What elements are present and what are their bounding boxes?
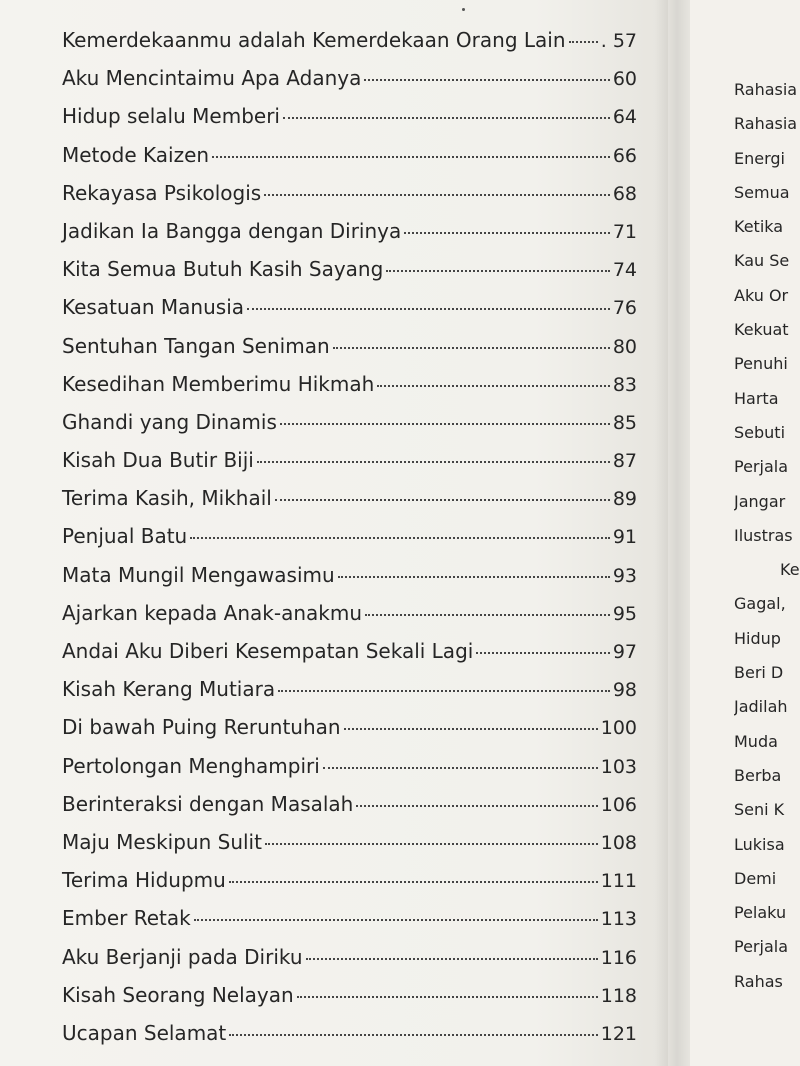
toc-entry-page: 64 <box>612 106 637 129</box>
toc-entry-page: 60 <box>612 68 637 91</box>
table-of-contents-right <box>734 78 800 1004</box>
toc-entry <box>62 601 637 639</box>
dot-leader <box>264 194 610 196</box>
dot-leader <box>323 767 598 769</box>
toc-entry-page: 100 <box>600 717 637 740</box>
toc-entry-partial: Perjala <box>734 457 788 477</box>
toc-entry-title: Terima Hidupmu <box>62 868 226 893</box>
toc-entry <box>62 257 637 295</box>
toc-entry-partial: Lukisa <box>734 834 785 854</box>
toc-entry-partial: Muda <box>734 731 778 751</box>
toc-entry-title: Berinteraksi dengan Masalah <box>62 791 354 816</box>
toc-entry <box>62 792 637 830</box>
print-speck <box>462 8 465 11</box>
toc-entry-page: 93 <box>612 564 637 587</box>
toc-entry-page: 106 <box>600 793 637 816</box>
toc-entry-page: 85 <box>612 411 637 434</box>
toc-entry-partial: Aku Or <box>734 285 789 305</box>
dot-leader <box>377 385 610 387</box>
dot-leader <box>356 805 597 807</box>
toc-entry-title: Ghandi yang Dinamis <box>62 409 277 434</box>
toc-entry-title: Ajarkan kepada Anak-anakmu <box>62 600 363 625</box>
toc-entry-partial: Ketika <box>734 217 784 237</box>
toc-entry <box>62 868 637 906</box>
dot-leader <box>190 537 610 539</box>
toc-entry-partial: Berba <box>734 765 782 785</box>
toc-entry-title: Di bawah Puing Reruntuhan <box>62 715 341 740</box>
toc-entry-title: Andai Aku Diberi Kesempatan Sekali Lagi <box>62 639 474 663</box>
toc-entry <box>62 830 637 868</box>
toc-entry-partial: Rahas <box>734 971 783 991</box>
toc-entry-page: 66 <box>612 144 637 167</box>
toc-entry-page: 95 <box>612 602 637 625</box>
dot-leader <box>283 117 610 119</box>
dot-leader <box>212 156 610 158</box>
dot-leader <box>257 461 610 463</box>
dot-leader <box>275 499 610 501</box>
dot-leader <box>278 690 610 692</box>
toc-entry <box>62 448 637 486</box>
toc-entry-partial: Sebuti <box>734 422 786 442</box>
dot-leader <box>194 919 598 921</box>
toc-entry <box>62 181 637 219</box>
toc-entry-title: Aku Berjanji pada Diriku <box>62 944 303 969</box>
toc-entry <box>62 334 637 372</box>
toc-entry-partial: Kau Se <box>734 251 790 271</box>
toc-entry <box>62 295 637 333</box>
table-of-contents-left <box>62 28 637 1059</box>
toc-entry-partial: Kekuat <box>734 320 789 340</box>
toc-entry-partial: Perjala <box>734 937 788 957</box>
toc-entry-title: Kesatuan Manusia <box>62 295 245 320</box>
toc-entry-partial: Harta <box>734 388 779 408</box>
toc-entry-partial: Seni K <box>734 800 785 820</box>
toc-entry-title: Kita Semua Butuh Kasih Sayang <box>62 257 384 282</box>
dot-leader <box>333 347 610 349</box>
toc-entry <box>62 410 637 448</box>
dot-leader <box>280 423 610 425</box>
toc-entry-page: 71 <box>612 220 637 243</box>
toc-entry-partial: Penuhi <box>734 354 788 374</box>
dot-leader <box>229 881 598 883</box>
dot-leader <box>338 576 610 578</box>
toc-entry-partial: Pelaku <box>734 903 787 923</box>
toc-entry-page: 83 <box>612 373 637 396</box>
dot-leader <box>365 614 610 616</box>
dot-leader <box>569 41 598 43</box>
toc-entry-title: Metode Kaizen <box>62 142 210 167</box>
toc-entry-page: 76 <box>612 297 637 320</box>
dot-leader <box>229 1034 597 1036</box>
toc-entry-page: 103 <box>600 755 637 778</box>
toc-entry-partial: Energi <box>734 148 785 168</box>
toc-entry-title: Mata Mungil Mengawasimu <box>62 562 335 587</box>
toc-entry-partial: Rahasia <box>734 114 798 134</box>
toc-entry-page: . 57 <box>600 30 637 52</box>
toc-entry <box>62 486 637 524</box>
toc-entry <box>62 983 637 1021</box>
toc-entry-partial: Beri D <box>734 663 784 683</box>
dot-leader <box>344 728 598 730</box>
toc-entry-title: Kisah Kerang Mutiara <box>62 677 276 702</box>
dot-leader <box>364 79 609 81</box>
dot-leader <box>265 843 598 845</box>
toc-entry-title: Jadikan Ia Bangga dengan Dirinya <box>62 218 402 243</box>
toc-entry-page: 116 <box>600 946 637 969</box>
toc-entry-page: 89 <box>612 488 637 511</box>
toc-entry <box>62 715 637 753</box>
toc-entry-partial: Jadilah <box>734 697 788 717</box>
toc-entry-partial: Ilustras <box>734 525 793 545</box>
toc-entry-partial: Semua <box>734 182 790 202</box>
toc-entry-partial: Gagal, <box>734 594 786 614</box>
toc-entry-title: Kisah Dua Butir Biji <box>62 448 254 473</box>
toc-entry <box>62 754 637 792</box>
toc-entry-title: Aku Mencintaimu Apa Adanya <box>62 66 362 91</box>
toc-entry-title: Maju Meskipun Sulit <box>62 829 262 854</box>
toc-entry-page: 68 <box>612 182 637 205</box>
toc-entry-partial: Hidup <box>734 628 781 648</box>
toc-entry <box>62 677 637 715</box>
dot-leader <box>476 652 609 654</box>
toc-entry-title: Rekayasa Psikologis <box>62 180 262 205</box>
toc-entry <box>62 639 637 677</box>
toc-entry <box>62 143 637 181</box>
toc-entry-title: Kisah Seorang Nelayan <box>62 982 294 1007</box>
toc-entry-partial: Jangar <box>734 491 786 511</box>
toc-entry-page: 91 <box>612 526 637 549</box>
toc-entry <box>62 563 637 601</box>
toc-entry-title: Terima Kasih, Mikhail <box>62 486 272 511</box>
book-gutter <box>655 0 695 1066</box>
toc-entry-title: Kemerdekaanmu adalah Kemerdekaan Orang Lain <box>62 28 566 52</box>
toc-entry-page: 118 <box>600 984 637 1007</box>
toc-entry-page: 87 <box>612 450 637 473</box>
toc-entry <box>62 945 637 983</box>
toc-entry-title: Sentuhan Tangan Seniman <box>62 333 330 358</box>
toc-entry-page: 97 <box>612 641 637 663</box>
toc-entry <box>62 524 637 562</box>
dot-leader <box>386 270 610 272</box>
dot-leader <box>306 958 598 960</box>
toc-entry-partial: Ke <box>780 560 800 580</box>
toc-entry-page: 98 <box>612 679 637 702</box>
toc-entry <box>62 1021 637 1059</box>
toc-entry-page: 80 <box>612 335 637 358</box>
toc-entry-page: 108 <box>600 831 637 854</box>
dot-leader <box>247 308 610 310</box>
toc-entry-title: Kesedihan Memberimu Hikmah <box>62 371 375 396</box>
toc-entry-title: Ember Retak <box>62 906 191 931</box>
toc-entry-page: 74 <box>612 259 637 282</box>
toc-entry <box>62 28 637 66</box>
toc-entry-page: 111 <box>600 870 637 893</box>
toc-entry-title: Penjual Batu <box>62 524 188 549</box>
toc-entry-page: 113 <box>600 908 637 931</box>
toc-entry-title: Ucapan Selamat <box>62 1020 227 1045</box>
toc-entry-partial: Rahasia <box>734 80 798 99</box>
toc-entry-page: 121 <box>600 1022 637 1045</box>
dot-leader <box>297 996 598 998</box>
toc-entry-title: Hidup selalu Memberi <box>62 104 280 129</box>
toc-entry <box>62 66 637 104</box>
toc-entry-partial: Demi <box>734 868 777 888</box>
toc-entry <box>62 372 637 410</box>
toc-entry-title: Pertolongan Menghampiri <box>62 753 320 778</box>
toc-entry <box>62 219 637 257</box>
dot-leader <box>404 232 610 234</box>
toc-entry <box>62 906 637 944</box>
toc-entry <box>62 104 637 142</box>
